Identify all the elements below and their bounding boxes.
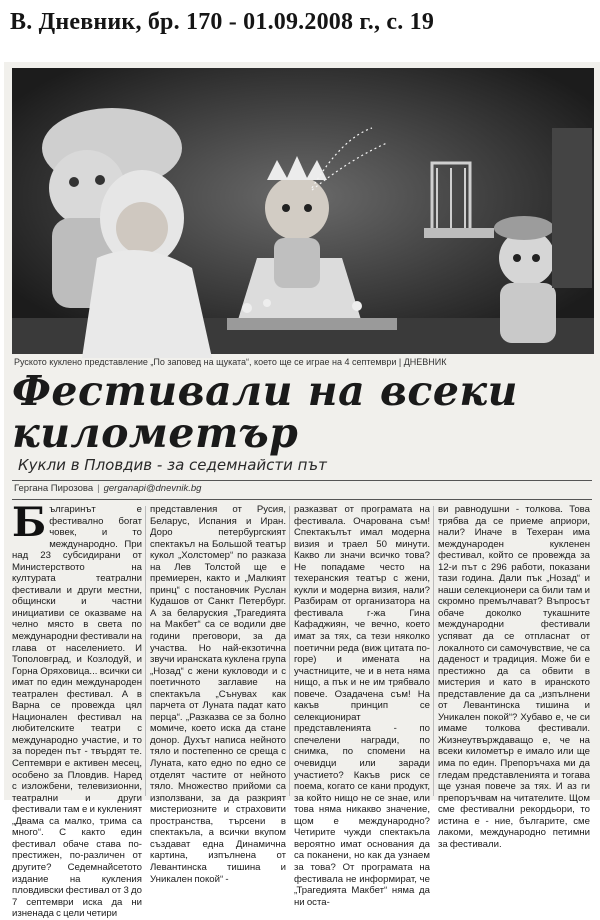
column-divider — [145, 506, 146, 796]
byline — [14, 483, 594, 494]
column-1-body: ългаринът е фестивално богат човек, и то международно. При над 23 субсидирани от Министерството на културата театрални фестивали и други местни, общински и частни инициативи се оказваме на челно място в света по международни фестивали на глава от населението. И Тополовград, и Козлодуй, и Горна Оряховица... всички си имат по един международен театрален фестивал. А в Варна се провежда цял Национален фестивал на любителските театри с международно участие, и то за пореден път - твърдят те. Септември е активен месец, особено за Пловдив. Наред с изложбени, телевизионни, театрални и други фестивали там е и кукленият „Двама са малко, трима са много“. С както един фестивал обаче става по-престижен, по-различен от другите? Седемнайсетото издание на кукления пловдивски фестивал от 3 до 7 септември иска да ни изненада с цели четири — [12, 504, 143, 920]
article-photo — [12, 68, 594, 354]
source-line: В. Дневник, бр. 170 - 01.09.2008 г., с. 19 — [10, 9, 435, 35]
column-1-text — [12, 499, 143, 920]
column-divider — [289, 506, 290, 796]
subheadline: Кукли в Пловдив - за седемнайсти път — [18, 456, 327, 474]
column-2 — [150, 504, 286, 885]
puppet-scene-illustration — [12, 68, 594, 354]
column-4 — [438, 504, 590, 850]
author-name: Гергана Пирозова — [14, 483, 94, 494]
column-3-text: разказват от програмата на фестивала. Очарована съм! Спектакълът имал модерна визия и траел 50 минути. Какво ли значи всичко това? Не попадаме често на техеранския театър с жени, кукли и модерна визия, нали? Разбирам от организатора на фестивала г-жа Гина Кафаджиян, че вечно, което имат за тях, са тези няколко поетични реда (виж цитата по-горе) и имената на участниците, че и в нета няма нищо, а пък и не им трябвало повече. Озадачена съм! На какъв принцип се селекционират представленията - по спечелени награди, по снимка, по спомени на очевидци или заради участието? Какъв риск се поема, когато се кани продукт, за който нищо не се знае, или това няма никакво значение, щом е международно? Четирите чужди спектакъла вероятно имат основания да са поканени, но как да узнаем за това? От програмата на фестивала не информират, че „Трагедията Макбет“ няма да ни оста- — [294, 504, 430, 908]
column-3 — [294, 504, 430, 908]
newspaper-clipping — [4, 62, 600, 920]
byline-separator: | — [97, 483, 100, 494]
headline: Фестивали на всеки километър — [12, 367, 518, 457]
column-divider — [433, 506, 434, 796]
column-1 — [12, 499, 143, 920]
photo-caption: Руското куклено представление „По заповед на щуката“, което ще се играе на 4 септември | ДНЕВНИК — [14, 357, 447, 367]
drop-cap: Б — [12, 499, 47, 546]
top-rule — [12, 480, 592, 481]
column-2-text: представления от Русия, Беларус, Испания и Иран. Доро петербургският спектакъл на Большой театър кукол „Холстомер“ по разказа на Лев Толстой ще е премиерен, както и „Малкият принц“ с постановчик Руслан Кудашов от Санкт Петербург. А за беларуския „Трагедията на Макбет“ са се водили две години преговори, за да участва. Но най-екзотична звучи иранската куклена група „Нозад“ с жени кукловоди и с поетичното заглавие на спектакъла „Сънуваx как парчета от Луната падат като перца“. „Разказва се за болно момиче, което иска да стане донор. Духът написа нейното тяло и постепенно се среща с Луната, като едно по едно се отделят частите от нейното тяло. Множество прийоми са използвани, за да разкрият мистериозните и страховити пространства, търсени в спектакъла, а всички вкупом създават една Динамична картина, изпълнена от Левантинска тишина и Уникален покой“ - — [150, 504, 286, 885]
author-email: gerganapi@dnevnik.bg — [103, 483, 202, 494]
byline-rule — [12, 499, 592, 500]
column-4-text: ви равнодушни - толкова. Това трябва да се приеме априори, нали? Иначе в Техеран има международен кукленен фестивал, който се провежда за 12-и път с 296 работи, показани тази година. Дали пък „Нозад“ и наши селекционери са били там и скромно премълчават? Въпросът обаче доколко тукашните международни фестивали успяват да се отпласнат от локалното си самочувствие, че са даденост и традиция. Може би е престижно да са обвити в мистерия и като в иранското представление да са „изпълнени от Левантинска тишина и Уникален покой“? Хубаво е, че си имаме толкова фестивали. Жизнеутвърждаващо е, че на всеки километър е имало или ще има по един. Препоръчаха ми да гледам представленията и тогава ще узная повече за тях. И аз ги препоръчвам на читателите. Щом сме фестивални рекордьори, то истина е - ние, българите, сме лакоми, международно петимни за фестивали. — [438, 504, 590, 850]
